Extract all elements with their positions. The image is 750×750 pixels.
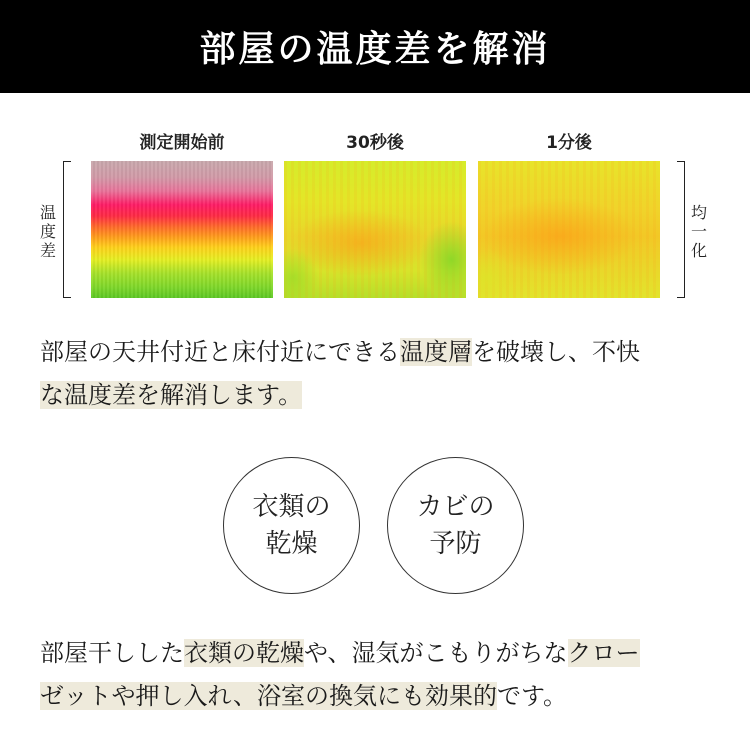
circle-text: 乾燥 (265, 528, 318, 559)
circle-text: カビの (416, 491, 495, 522)
caption-30-seconds: 30秒後 (346, 133, 404, 153)
label-char: 温 (39, 203, 56, 222)
label-char: 一 (690, 222, 707, 241)
label-char: 度 (39, 222, 56, 241)
page-title: 部屋の温度差を解消 (199, 29, 551, 70)
text-segment: や、湿気がこもりがちな (304, 639, 568, 667)
highlighted-text: 衣類の乾燥 (184, 639, 304, 667)
caption-1-minute: 1分後 (546, 133, 592, 153)
header-banner (0, 0, 750, 93)
highlighted-text: クロー (567, 639, 640, 667)
description-paragraph (40, 331, 730, 417)
text-segment: 部屋干しした (40, 639, 184, 667)
benefits-paragraph (40, 632, 730, 718)
thermal-image-1-minute (478, 161, 660, 298)
feature-circle-laundry-drying (223, 457, 360, 594)
text-segment: 部屋の天井付近と床付近にできる (40, 338, 400, 366)
feature-circle-mold-prevention (387, 457, 524, 594)
thermal-captions (0, 128, 750, 154)
label-char: 均 (690, 203, 707, 222)
uniform-label (689, 203, 709, 260)
text-segment: です。 (496, 682, 568, 710)
text-segment: を破壊し、不快 (472, 338, 640, 366)
thermal-image-30-seconds (284, 161, 466, 298)
right-bracket (677, 161, 685, 298)
left-bracket (63, 161, 71, 298)
label-char: 化 (690, 241, 707, 260)
label-char: 差 (39, 241, 56, 260)
circle-text: 衣類の (252, 491, 331, 522)
highlighted-text: 温度層 (400, 338, 472, 366)
highlighted-text: な温度差を解消します。 (40, 381, 303, 409)
highlighted-text: ゼットや押し入れ、浴室の換気にも効果的 (40, 682, 497, 710)
thermal-image-before (91, 161, 273, 298)
temperature-difference-label (38, 203, 58, 260)
caption-before: 測定開始前 (139, 133, 225, 153)
circle-text: 予防 (429, 528, 482, 559)
